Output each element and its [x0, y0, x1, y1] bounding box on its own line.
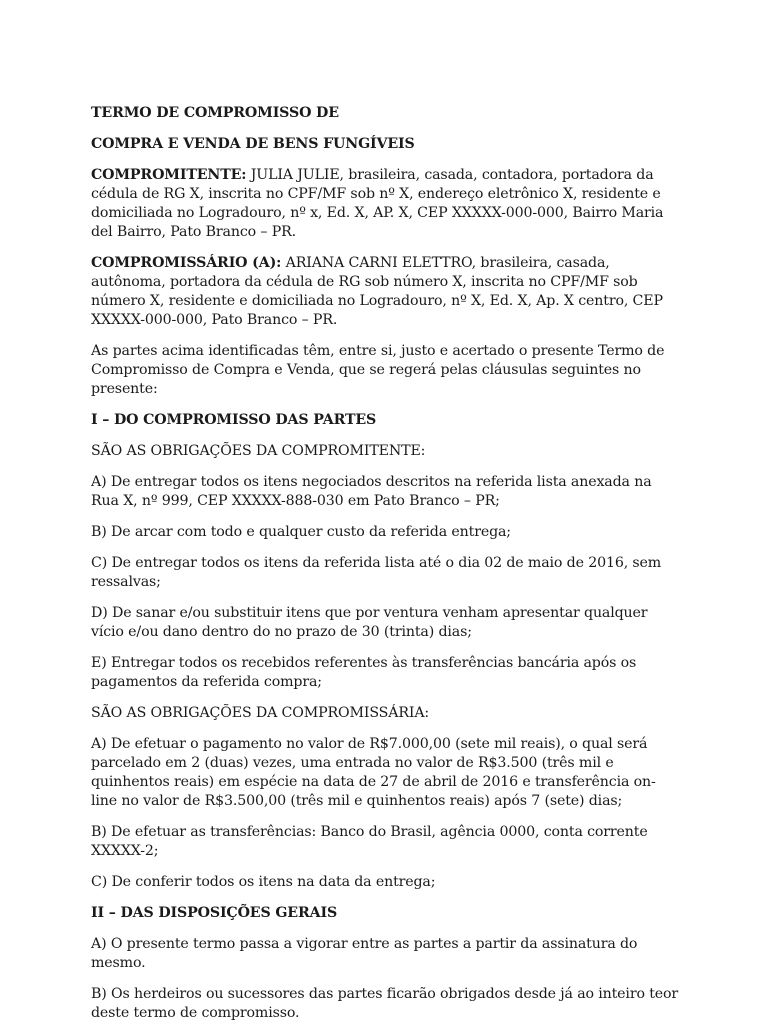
compromissario-text: ARIANA CARNI ELETTRO, brasileira, casada, autônoma, portadora da cédula de RG sob número X, inscrita no CPF/MF sob número X, residente e domiciliada no Logradouro, nº X, Ed. X, Ap. X centro, CEP XXXXX-000-000, Pato Branco – PR. [91, 255, 663, 328]
obligation-comprometente-c: C) De entregar todos os itens da referida lista até o dia 02 de maio de 2016, sem ressalvas; [91, 555, 662, 590]
obligations-comprometente-title: SÃO AS OBRIGAÇÕES DA COMPROMITENTE: [91, 443, 426, 459]
intro-paragraph: As partes acima identificadas têm, entre si, justo e acertado o presente Termo de Compromisso de Compra e Venda, que se regerá pelas cláusulas seguintes no presente: [91, 343, 665, 397]
section2-title: II – DAS DISPOSIÇÕES GERAIS [91, 905, 338, 921]
compromissario-paragraph [91, 254, 681, 330]
comprometente-label: COMPROMITENTE: [91, 167, 247, 183]
section1-title: I – DO COMPROMISSO DAS PARTES [91, 412, 377, 428]
general-provision-b: B) Os herdeiros ou sucessores das partes ficarão obrigados desde já ao inteiro teor deste termo de compromisso. [91, 986, 679, 1021]
document-page [91, 104, 681, 1035]
obligation-comprometente-e: E) Entregar todos os recebidos referentes às transferências bancária após os pagamentos da referida compra; [91, 655, 637, 690]
document-title-line1: TERMO DE COMPROMISSO DE [91, 105, 339, 121]
general-provision-a: A) O presente termo passa a vigorar entre as partes a partir da assinatura do mesmo. [91, 936, 638, 971]
comprometente-paragraph [91, 166, 681, 242]
obligations-compromissaria-title: SÃO AS OBRIGAÇÕES DA COMPROMISSÁRIA: [91, 705, 430, 721]
comprometente-text: JULIA JULIE, brasileira, casada, contadora, portadora da cédula de RG X, inscrita no CPF/MF sob nº X, endereço eletrônico X, residente e domiciliada no Logradouro, nº x, Ed. X, AP. X, CEP XXXXX-000-000, Bairro Maria del Bairro, Pato Branco – PR. [91, 167, 664, 240]
obligation-comprometente-d: D) De sanar e/ou substituir itens que por ventura venham apresentar qualquer vício e/ou dano dentro do no prazo de 30 (trinta) dias; [91, 605, 648, 640]
obligation-comprometente-b: B) De arcar com todo e qualquer custo da referida entrega; [91, 524, 511, 540]
obligation-compromissaria-b: B) De efetuar as transferências: Banco do Brasil, agência 0000, conta corrente XXXXX-2; [91, 824, 648, 859]
document-title-line2: COMPRA E VENDA DE BENS FUNGÍVEIS [91, 136, 415, 152]
compromissario-label: COMPROMISSÁRIO (A): [91, 255, 282, 271]
obligation-compromissaria-c: C) De conferir todos os itens na data da entrega; [91, 874, 436, 890]
obligation-compromissaria-a: A) De efetuar o pagamento no valor de R$7.000,00 (sete mil reais), o qual será parcelado em 2 (duas) vezes, uma entrada no valor de R$3.500 (três mil e quinhentos reais) em espécie na data de 27 de abril de 2016 e transferência on-line no valor de R$3.500,00 (três mil e quinhentos reais) após 7 (sete) dias; [91, 736, 656, 809]
obligation-comprometente-a: A) De entregar todos os itens negociados descritos na referida lista anexada na Rua X, nº 999, CEP XXXXX-888-030 em Pato Branco – PR; [91, 474, 652, 509]
